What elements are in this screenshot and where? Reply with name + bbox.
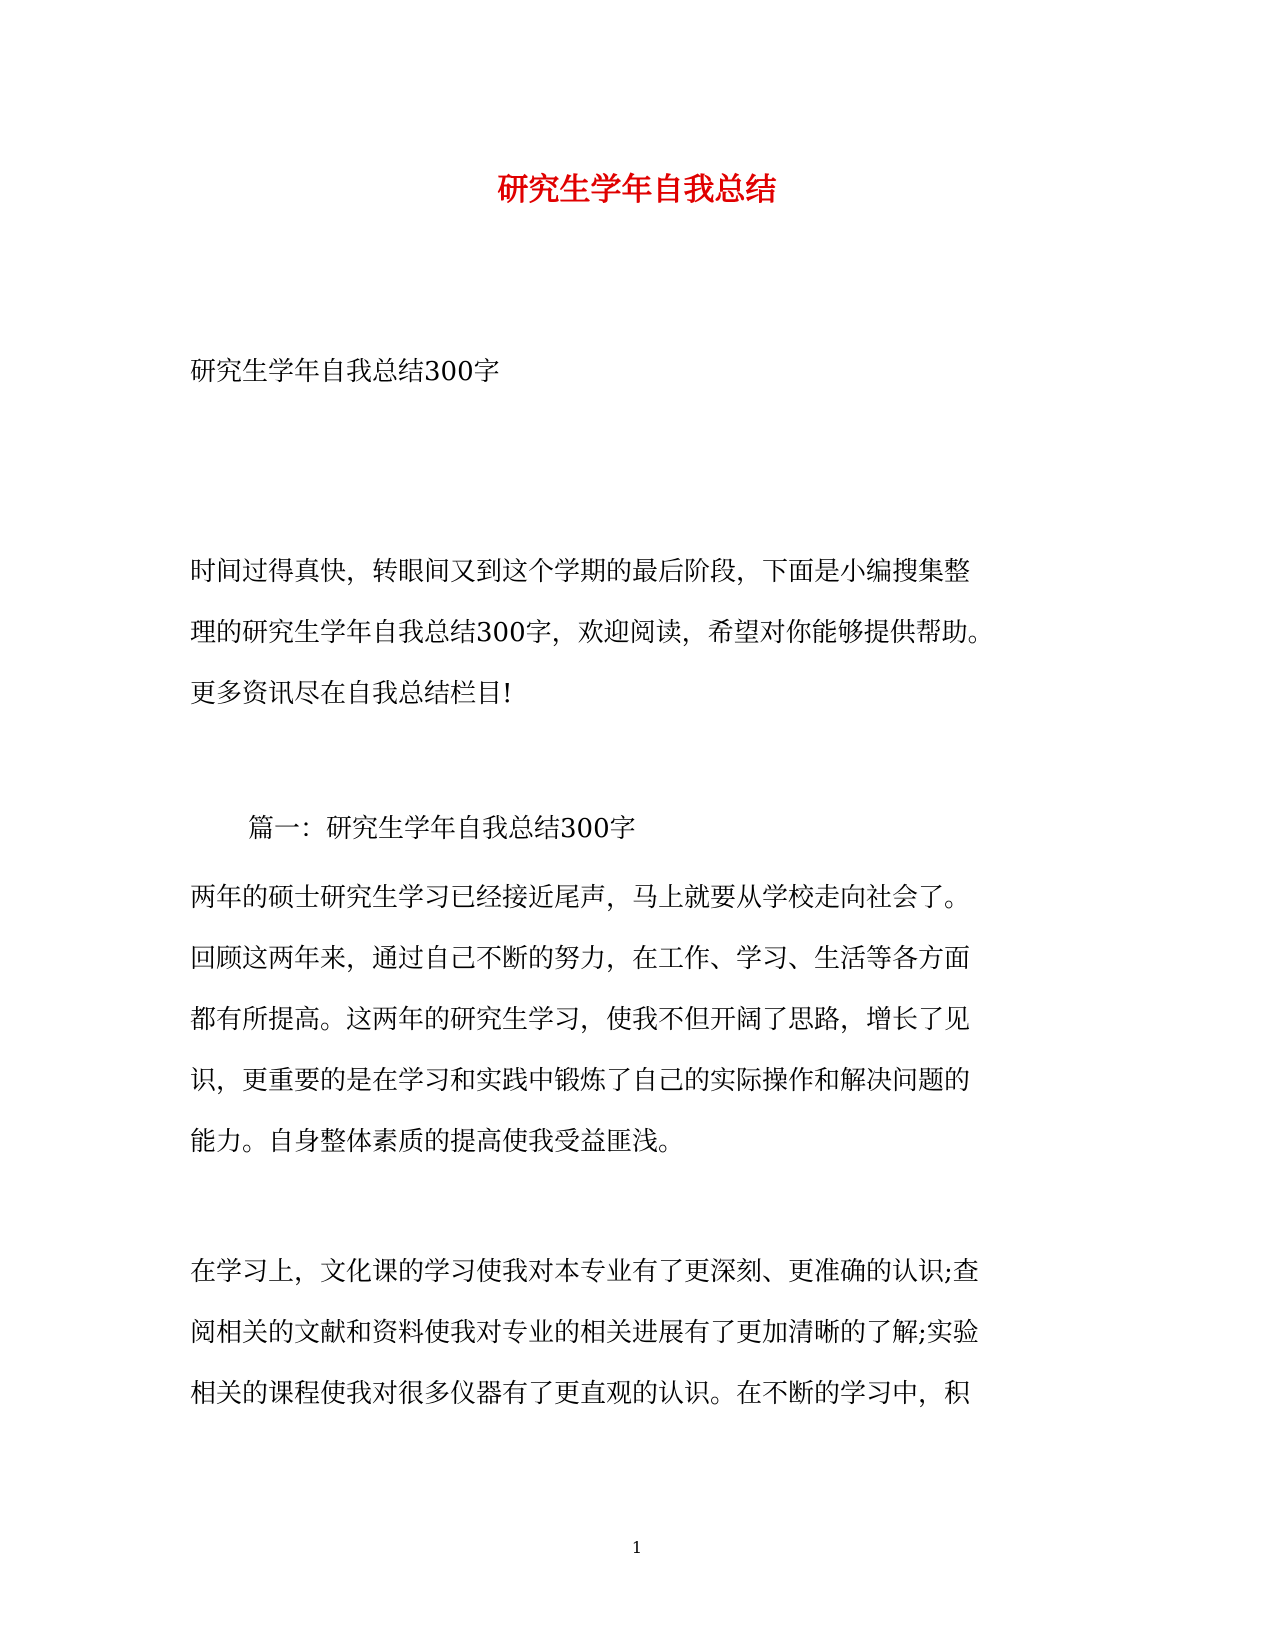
section-heading: 篇一：研究生学年自我总结300字: [248, 814, 636, 844]
paragraph-line: 时间过得真快，转眼间又到这个学期的最后阶段，下面是小编搜集整: [190, 557, 971, 587]
paragraph-line: 能力。自身整体素质的提高使我受益匪浅。: [190, 1127, 685, 1157]
intro-paragraph: [190, 542, 1090, 725]
paragraph-line: 更多资讯尽在自我总结栏目!: [190, 679, 513, 709]
paragraph-line: 阅相关的文献和资料使我对专业的相关进展有了更加清晰的了解;实验: [190, 1318, 979, 1348]
paragraph-line: 在学习上，文化课的学习使我对本专业有了更深刻、更准确的认识;查: [190, 1257, 979, 1287]
body-paragraph-1: [190, 868, 1090, 1173]
document-title: 研究生学年自我总结: [497, 172, 777, 208]
page-number: 1: [631, 1538, 643, 1557]
body-paragraph-2: [190, 1242, 1090, 1425]
paragraph-line: 两年的硕士研究生学习已经接近尾声，马上就要从学校走向社会了。: [190, 883, 971, 913]
paragraph-line: 都有所提高。这两年的研究生学习，使我不但开阔了思路，增长了见: [190, 1005, 971, 1035]
paragraph-line: 相关的课程使我对很多仪器有了更直观的认识。在不断的学习中，积: [190, 1379, 971, 1409]
paragraph-line: 理的研究生学年自我总结300字，欢迎阅读，希望对你能够提供帮助。: [190, 618, 994, 648]
document-subtitle: 研究生学年自我总结300字: [190, 357, 500, 387]
paragraph-line: 回顾这两年来，通过自己不断的努力，在工作、学习、生活等各方面: [190, 944, 971, 974]
paragraph-line: 识，更重要的是在学习和实践中锻炼了自己的实际操作和解决问题的: [190, 1066, 971, 1096]
